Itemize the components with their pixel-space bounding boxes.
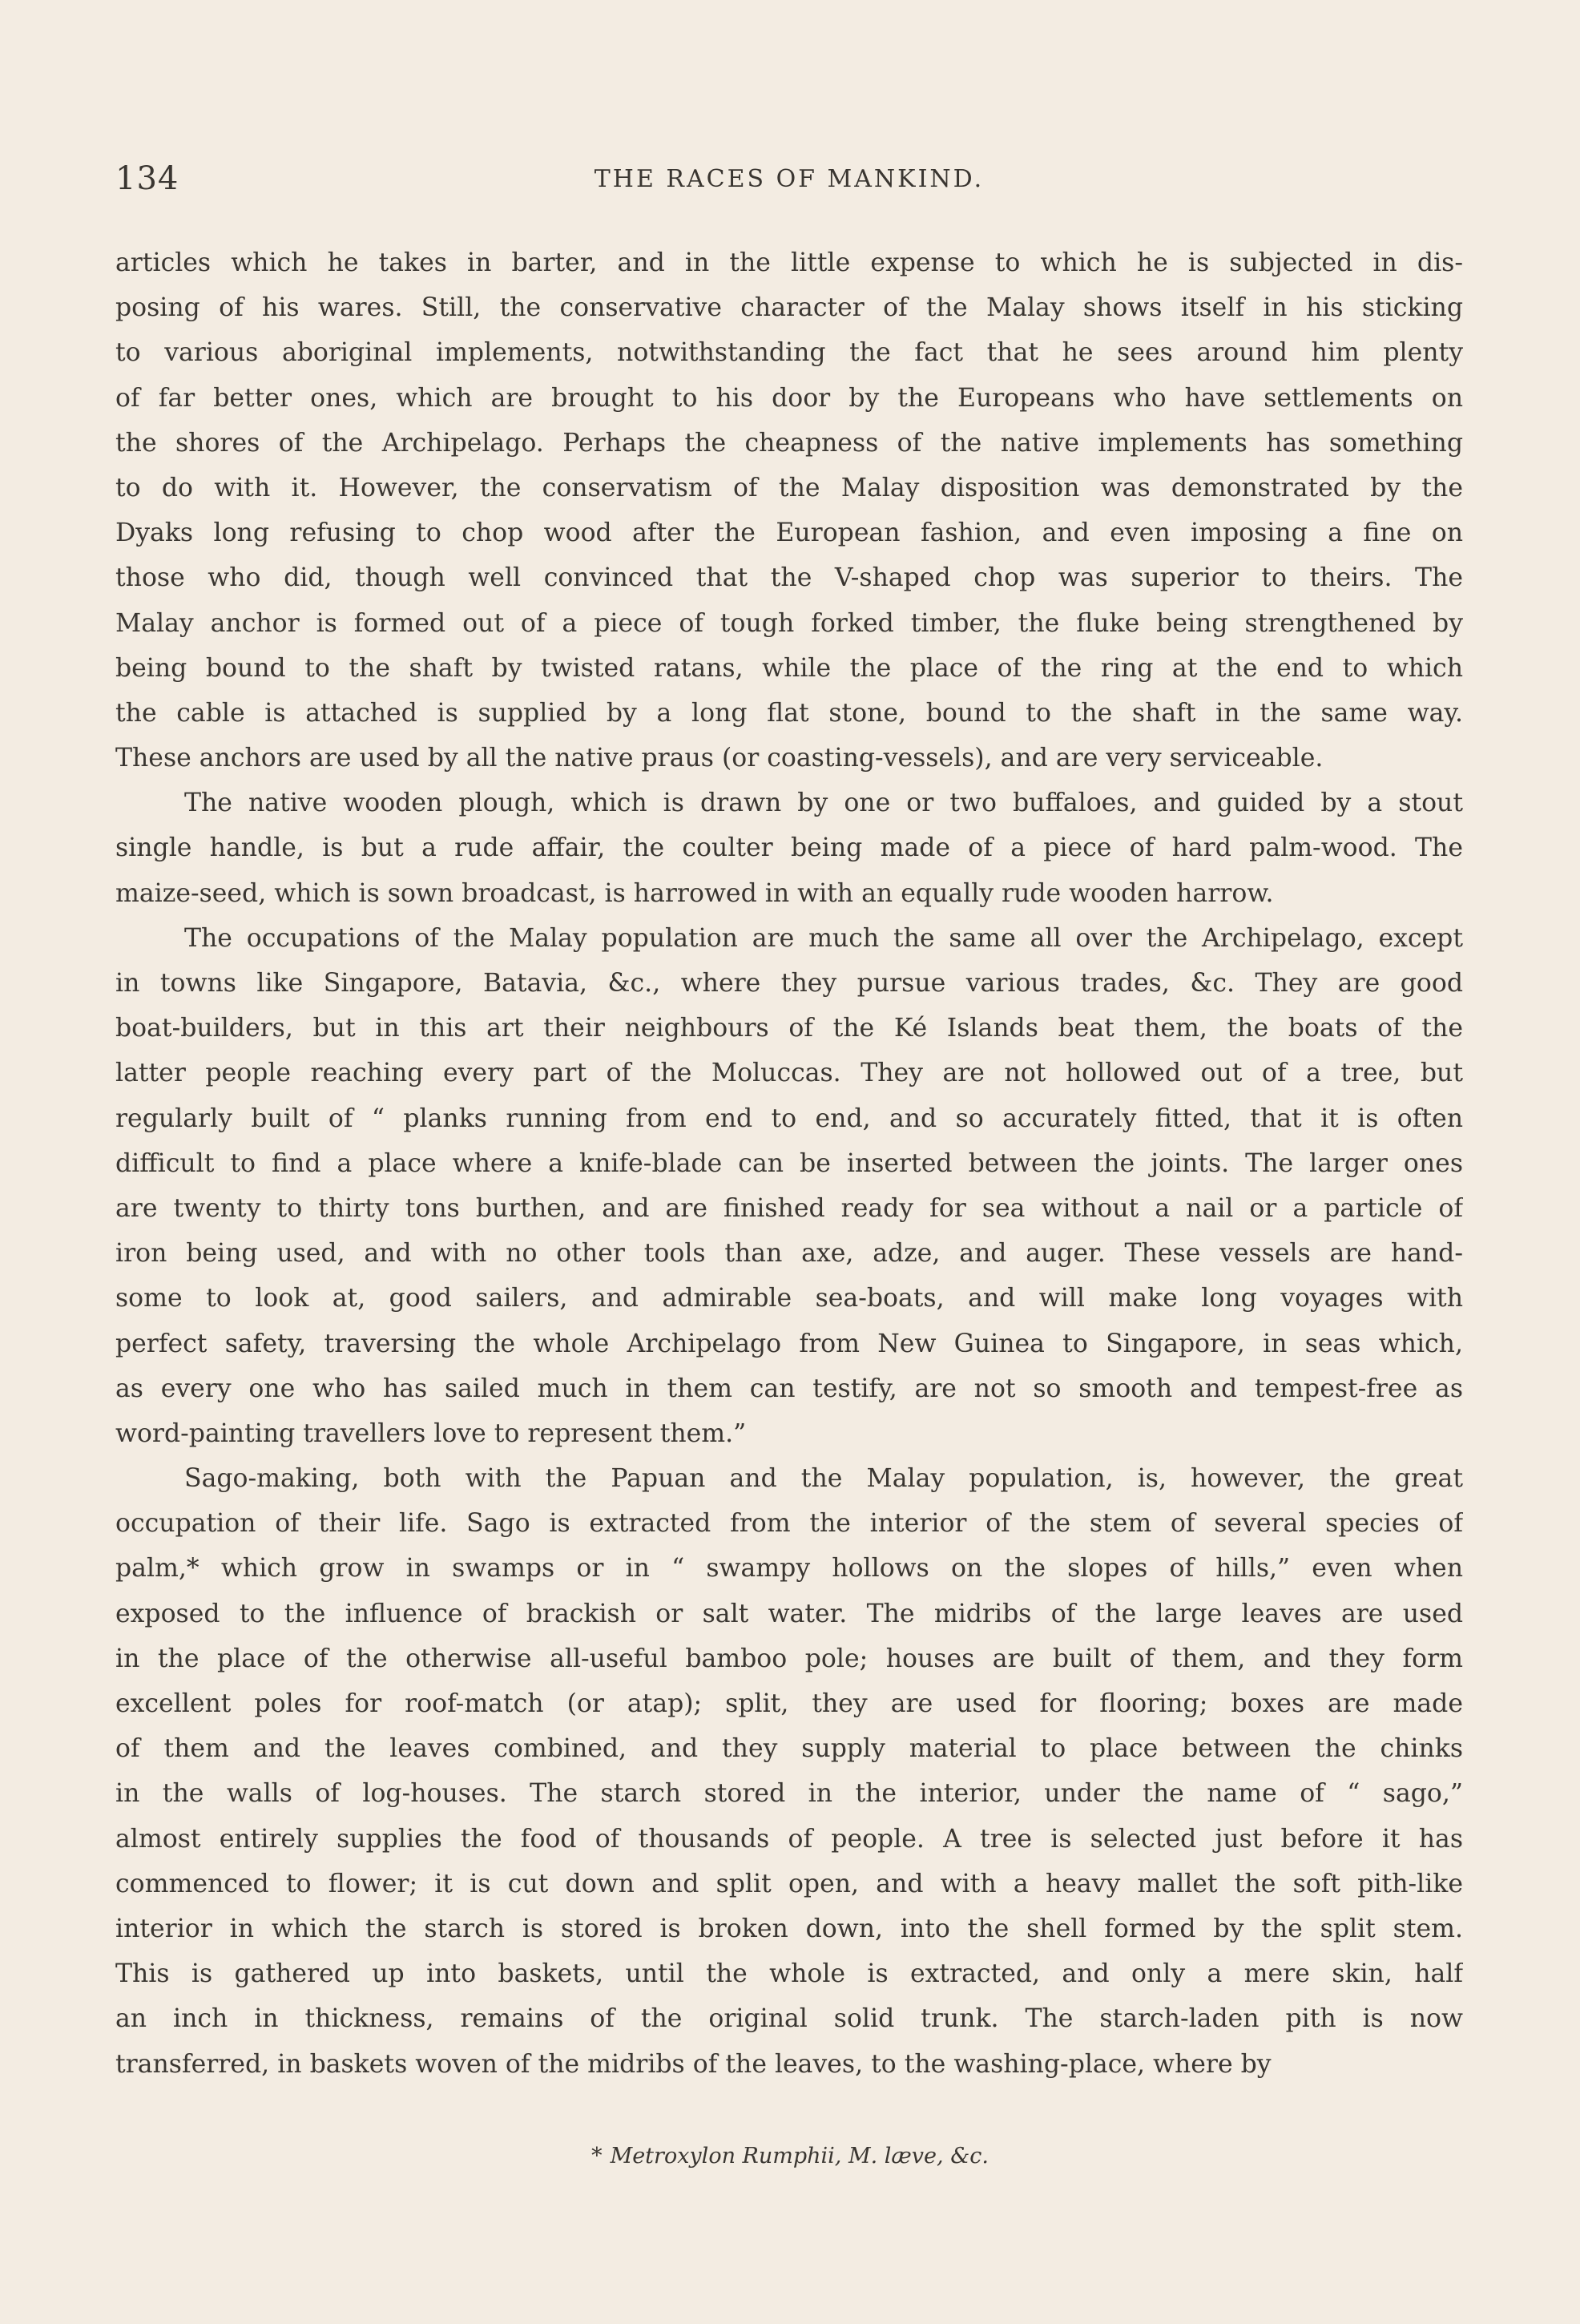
text-line: are twenty to thirty tons burthen, and are finished ready for sea without a nail or a particle of (115, 1193, 1463, 1223)
page-number: 134 (115, 160, 179, 197)
text-line: as every one who has sailed much in them can testify, are not so smooth and tempest-free as (115, 1374, 1463, 1403)
text-line: almost entirely supplies the food of thousands of people. A tree is selected just before it has (115, 1824, 1463, 1854)
footnote-mark: * (591, 2144, 603, 2169)
running-head: THE RACES OF MANKIND. (594, 165, 985, 193)
text-line: single handle, is but a rude affair, the coulter being made of a piece of hard palm-wood. The (115, 833, 1463, 863)
text-line: the cable is attached is supplied by a long flat stone, bound to the shaft in the same way. (115, 698, 1463, 728)
text-line: of them and the leaves combined, and they supply material to place between the chinks (115, 1734, 1463, 1764)
text-line: being bound to the shaft by twisted ratans, while the place of the ring at the end to which (115, 653, 1463, 683)
text-line: latter people reaching every part of the Moluccas. They are not hollowed out of a tree, but (115, 1059, 1463, 1088)
text-line: iron being used, and with no other tools than axe, adze, and auger. These vessels are hand- (115, 1239, 1463, 1269)
text-line: of far better ones, which are brought to his door by the Europeans who have settlements on (115, 383, 1463, 413)
text-line: interior in which the starch is stored is broken down, into the shell formed by the split stem. (115, 1914, 1463, 1943)
text-line: commenced to flower; it is cut down and split open, and with a heavy mallet the soft pith-like (115, 1869, 1463, 1898)
text-line: articles which he takes in barter, and in the little expense to which he is subjected in dis- (115, 248, 1463, 277)
text-line: The occupations of the Malay population are much the same all over the Archipelago, except (184, 923, 1463, 953)
body-text (115, 240, 1463, 2087)
text-line: regularly built of “ planks running from end to end, and so accurately fitted, that it is often (115, 1103, 1463, 1133)
footnote (0, 2144, 1580, 2169)
text-line: in towns like Singapore, Batavia, &c., where they pursue various trades, &c. They are good (115, 969, 1463, 998)
text-line: transferred, in baskets woven of the midribs of the leaves, to the washing-place, where by (115, 2049, 1272, 2079)
text-line: some to look at, good sailers, and admirable sea-boats, and will make long voyages with (115, 1284, 1463, 1313)
text-line: This is gathered up into baskets, until the whole is extracted, and only a mere skin, half (115, 1959, 1463, 1989)
text-line: in the place of the otherwise all-useful bamboo pole; houses are built of them, and they form (115, 1644, 1463, 1673)
text-line: These anchors are used by all the native praus (or coasting-vessels), and are very serviceable. (115, 744, 1324, 773)
text-line: those who did, though well convinced that the V-shaped chop was superior to theirs. The (115, 563, 1463, 593)
text-line: posing of his wares. Still, the conservative character of the Malay shows itself in his sticking (115, 293, 1463, 323)
text-line: the shores of the Archipelago. Perhaps the cheapness of the native implements has something (115, 428, 1463, 458)
text-line: maize-seed, which is sown broadcast, is harrowed in with an equally rude wooden harrow. (115, 878, 1274, 908)
text-line: Malay anchor is formed out of a piece of tough forked timber, the fluke being strengthened by (115, 608, 1463, 638)
text-line: Dyaks long refusing to chop wood after the European fashion, and even imposing a fine on (115, 518, 1463, 548)
text-line: to various aboriginal implements, notwithstanding the fact that he sees around him plenty (115, 338, 1463, 368)
text-line: The native wooden plough, which is drawn by one or two buffaloes, and guided by a stout (184, 789, 1463, 818)
text-line: boat-builders, but in this art their neighbours of the Ké Islands beat them, the boats of the (115, 1014, 1463, 1043)
text-line: in the walls of log-houses. The starch stored in the interior, under the name of “ sago,” (115, 1779, 1463, 1809)
text-line: occupation of their life. Sago is extracted from the interior of the stem of several species of (115, 1509, 1463, 1539)
page-header (115, 160, 1463, 200)
text-line: exposed to the influence of brackish or salt water. The midribs of the large leaves are used (115, 1599, 1463, 1628)
text-line: to do with it. However, the conservatism of the Malay disposition was demonstrated by the (115, 473, 1463, 502)
text-line: excellent poles for roof-match (or atap); split, they are used for flooring; boxes are made (115, 1689, 1463, 1718)
text-line: Sago-making, both with the Papuan and the Malay population, is, however, the great (184, 1464, 1463, 1494)
text-line: palm,* which grow in swamps or in “ swampy hollows on the slopes of hills,” even when (115, 1554, 1463, 1584)
text-line: word-painting travellers love to represent them.” (115, 1418, 747, 1448)
text-line: difficult to find a place where a knife-blade can be inserted between the joints. The larger ones (115, 1148, 1463, 1178)
text-line: perfect safety, traversing the whole Archipelago from New Guinea to Singapore, in seas which, (115, 1329, 1463, 1358)
footnote-text: Metroxylon Rumphii, M. læve, &c. (610, 2144, 989, 2169)
text-line: an inch in thickness, remains of the original solid trunk. The starch-laden pith is now (115, 2004, 1463, 2034)
